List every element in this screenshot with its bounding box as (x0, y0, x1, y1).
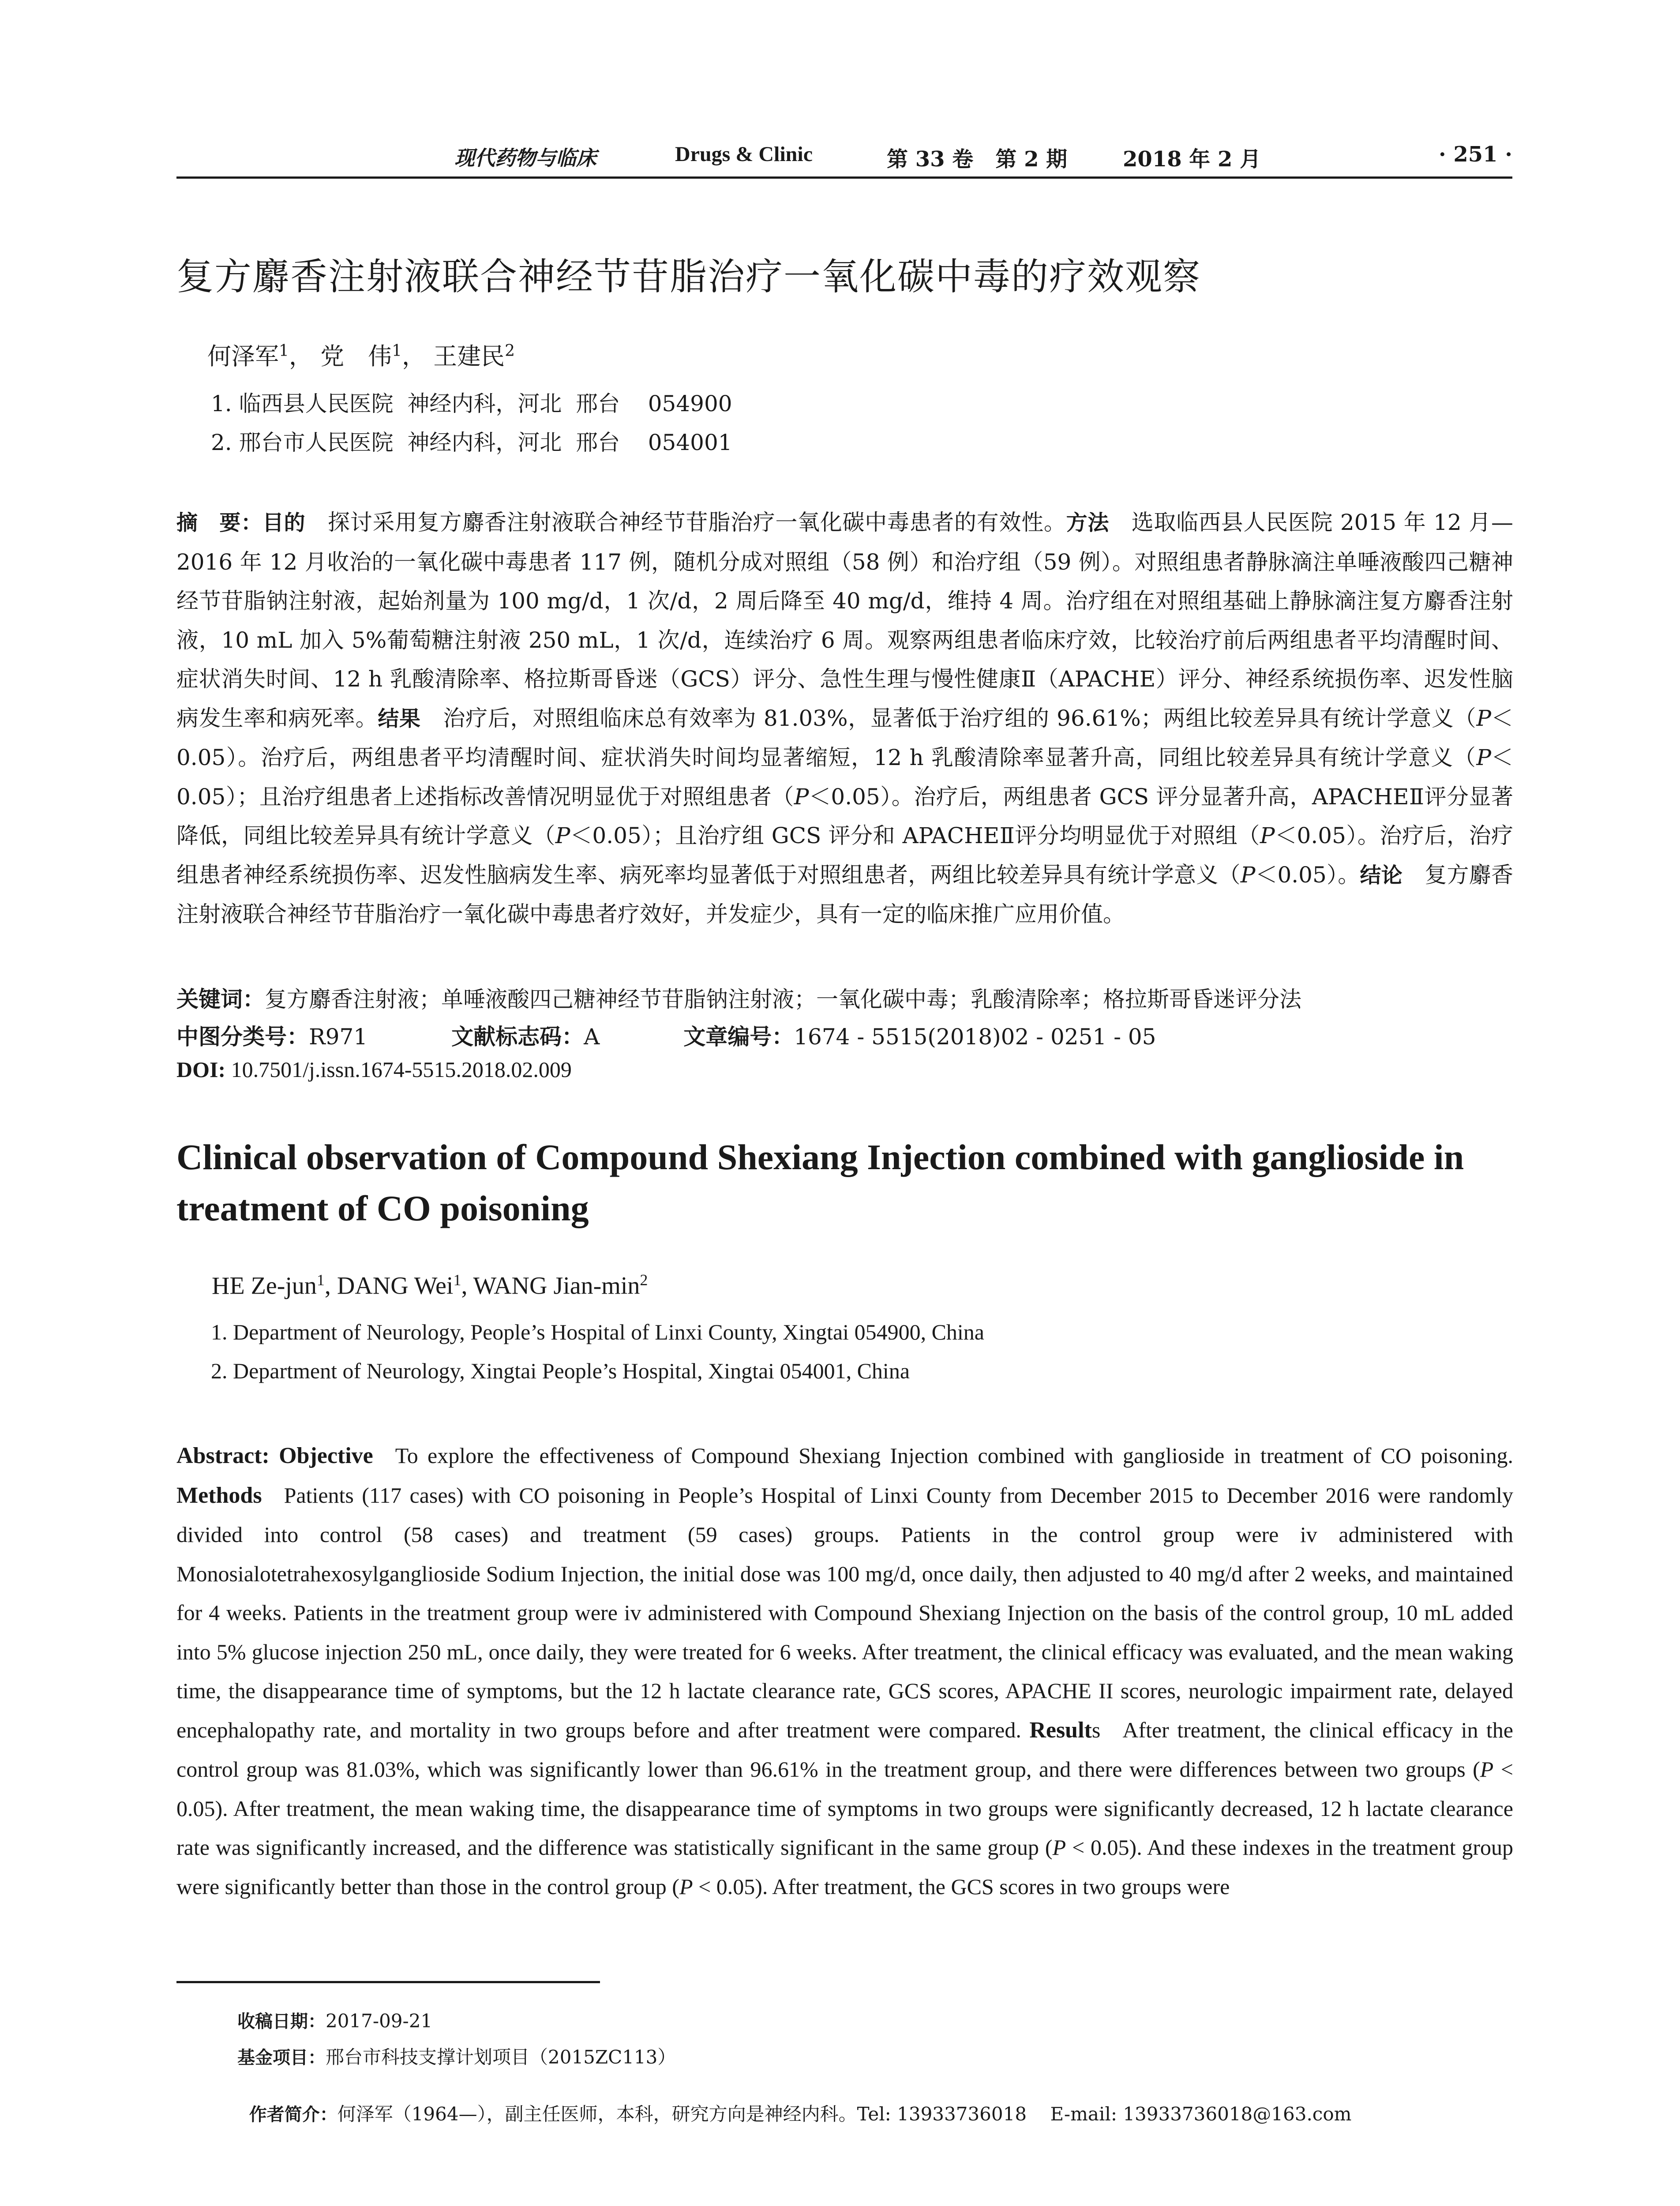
conclusion-label: 结论 (1360, 863, 1403, 888)
results-text: 治疗后，对照组临床总有效率为 81.03%，显著低于治疗组的 96.61%；两组比较差异具有统计学意义（ (442, 705, 1477, 731)
fund-label: 基金项目： (237, 2048, 326, 2068)
issue-date: 2018 年 2 月 (1123, 147, 1261, 172)
conclusion-text: 复方麝香注射液联合神经节苷脂治疗一氧化碳中毒患者疗效好，并发症少，具有一定的临床推广应用价值。 (176, 862, 1514, 927)
p-symbol: P (1480, 1757, 1494, 1782)
p-symbol: P (1240, 862, 1256, 888)
author-name: 何泽军 (207, 342, 279, 370)
doc-code-value: A (584, 1024, 600, 1050)
abstract-label: Abstract: (176, 1443, 270, 1468)
results-text: After treatment, the clinical efficacy in the control group was 81.03%, which was significantly lower than 96.61% in the treatment group, and there were differences between two groups ( (176, 1717, 1513, 1782)
results-text: ＜0.05）；且治疗组 GCS 评分和 APACHEⅡ评分均明显优于对照组（ (570, 823, 1260, 848)
affiliation-en: 1. Department of Neurology, People’s Hospital of Linxi County, Xingtai 054900, China (211, 1320, 985, 1344)
results-text: ＜0.05）；且治疗组患者上述指标改善情况明显优于对照组患者（ (176, 745, 1513, 810)
results-label-suffix: s (1091, 1717, 1101, 1742)
abstract-en (176, 1436, 1513, 1906)
author-name: 王建民 (433, 342, 505, 370)
author-separator: ， (289, 342, 313, 370)
clc-label: 中图分类号： (176, 1024, 309, 1050)
article-title-en: Clinical observation of Compound Shexiang Injection combined with ganglioside in treatment of CO poisoning (176, 1137, 1464, 1228)
author-name: DANG Wei (337, 1272, 454, 1300)
keywords-text: 复方麝香注射液；单唾液酸四己糖神经节苷脂钠注射液；一氧化碳中毒；乳酸清除率；格拉斯哥昏迷评分法 (265, 987, 1301, 1012)
author-affiliation-mark: 2 (640, 1271, 648, 1289)
volume-issue: 第 33 卷 第 2 期 (887, 147, 1068, 172)
results-text: ＜0.05）。治疗后，两组患者 GCS 评分显著升高，APACHEⅡ评分显著降低，同组比较差异具有统计学意义（ (176, 784, 1514, 848)
p-symbol: P (1260, 823, 1275, 848)
methods-label: Methods (176, 1482, 262, 1508)
results-label: 结果 (378, 706, 421, 731)
received-label: 收稿日期： (237, 2011, 326, 2032)
footnote-author (237, 2078, 1351, 2126)
page-number: · 251 · (1438, 142, 1512, 167)
journal-name-cn: 现代药物与临床 (454, 146, 596, 170)
affiliation-cn: 2. 邢台市人民医院 神经内科，河北 邢台 054001 (211, 430, 732, 455)
p-symbol: P (679, 1874, 693, 1899)
objective-label: 目的 (262, 510, 306, 535)
author-separator: ， (401, 342, 426, 370)
methods-label: 方法 (1066, 510, 1110, 535)
keywords-cn (176, 982, 1301, 1013)
results-label: Result (1029, 1717, 1092, 1743)
methods-text: Patients (117 cases) with CO poisoning in People’s Hospital of Linxi County from December 2015 to December 2016 were randomly divided into control (58 cases) and treatment (59 cases) groups. Patients in the control group were iv administered with Monosialotetrahexosylganglioside Sodium Injection, the initial dose was 100 mg/d, once daily, then adjusted to 40 mg/d after 2 weeks, and maintained for 4 weeks. Patients in the treatment group were iv administered with Compound Shexiang Injection on the basis of the control group, 10 mL added into 5% glucose injection 250 mL, once daily, they were treated for 6 weeks. After treatment, the clinical efficacy was evaluated, and the mean waking time, the disappearance time of symptoms, but the 12 h lactate clearance rate, GCS scores, APACHE II scores, neurologic impairment rate, delayed encephalopathy rate, and mortality in two groups before and after treatment were compared. (176, 1482, 1513, 1742)
p-symbol: P (555, 823, 570, 848)
p-symbol: P (794, 784, 809, 810)
p-symbol: P (1052, 1835, 1066, 1860)
author-separator: , (324, 1272, 337, 1300)
article-number-value: 1674 - 5515(2018)02 - 0251 - 05 (794, 1024, 1156, 1050)
author-affiliation-mark: 1 (316, 1271, 325, 1289)
received-date: 2017-09-21 (326, 2010, 433, 2032)
author-name: WANG Jian-min (473, 1272, 640, 1300)
objective-text: 探讨采用复方麝香注射液联合神经节苷脂治疗一氧化碳中毒患者的有效性。 (327, 510, 1066, 535)
affiliation-cn: 1. 临西县人民医院 神经内科，河北 邢台 054900 (211, 391, 732, 416)
abstract-label: 摘 要： (176, 510, 262, 535)
doi-line (176, 1057, 572, 1082)
author-name: HE Ze-jun (212, 1272, 317, 1300)
results-text: ＜0.05）。治疗后，治疗组患者神经系统损伤率、迟发性脑病发生率、病死率均显著低于对照组患者，两组比较差异具有统计学意义（ (176, 823, 1514, 888)
objective-label: Objective (279, 1443, 373, 1468)
results-text: < 0.05). After treatment, the mean waking time, the disappearance time of symptoms in two groups were significantly decreased, 12 h lactate clearance rate was significantly increased, and the difference was statistically significant in the same group ( (176, 1757, 1513, 1860)
author-list-cn (207, 338, 515, 371)
author-name: 党 伟 (320, 342, 392, 370)
author-bio-label: 作者简介： (249, 2105, 338, 2125)
author-separator: , (461, 1272, 473, 1300)
header-rule (176, 176, 1512, 179)
objective-text: To explore the effectiveness of Compound Shexiang Injection combined with ganglioside in treatment of CO poisoning. (395, 1443, 1514, 1468)
affiliation-en: 2. Department of Neurology, Xingtai People’s Hospital, Xingtai 054001, China (211, 1358, 910, 1383)
fund-value: 邢台市科技支撑计划项目（2015ZC113） (326, 2046, 676, 2068)
results-text: < 0.05). After treatment, the GCS scores in two groups were (693, 1874, 1230, 1899)
doi-label: DOI: (176, 1057, 226, 1082)
classification-line (176, 1019, 1156, 1051)
author-affiliation-mark: 1 (279, 342, 289, 360)
results-text: ＜0.05）。 (1255, 862, 1360, 888)
article-number-label: 文章编号： (683, 1024, 794, 1050)
p-symbol: P (1476, 705, 1491, 731)
results-text: < 0.05). And these indexes in the treatment group were significantly better than those in the control group ( (176, 1835, 1513, 1899)
author-affiliation-mark: 1 (453, 1271, 461, 1289)
results-text: ＜0.05）。治疗后，两组患者平均清醒时间、症状消失时间均显著缩短，12 h 乳酸清除率显著升高，同组比较差异具有统计学意义（ (176, 705, 1513, 770)
clc-value: R971 (309, 1024, 368, 1050)
journal-name-en: Drugs & Clinic (675, 143, 813, 166)
footnote-rule (176, 1981, 600, 1983)
author-list-en (212, 1271, 648, 1300)
abstract-cn (176, 503, 1513, 934)
p-symbol: P (1476, 745, 1491, 770)
doc-code-label: 文献标志码： (451, 1024, 584, 1050)
footnote-received (237, 2007, 432, 2033)
author-bio-value: 何泽军（1964—），副主任医师，本科，研究方向是神经内科。Tel: 13933736018 E-mail: 13933736018@163.com (337, 2103, 1352, 2125)
doi-value[interactable]: 10.7501/j.issn.1674-5515.2018.02.009 (225, 1057, 572, 1082)
article-title-cn: 复方麝香注射液联合神经节苷脂治疗一氧化碳中毒的疗效观察 (176, 255, 1201, 298)
methods-text: 选取临西县人民医院 2015 年 12 月—2016 年 12 月收治的一氧化碳中毒患者 117 例，随机分成对照组（58 例）和治疗组（59 例）。对照组患者静脉滴注单唾液酸四己糖神经节苷脂钠注射液，起始剂量为 100 mg/d，1 次/d，2 周后降至 40 mg/d，维持 4 周。治疗组在对照组基础上静脉滴注复方麝香注射液，10 mL 加入 5%葡萄糖注射液 250 mL，1 次/d，连续治疗 6 周。观察两组患者临床疗效，比较治疗前后两组患者平均清醒时间、症状消失时间、12 h 乳酸清除率、格拉斯哥昏迷（GCS）评分、急性生理与慢性健康Ⅱ（APACHE）评分、神经系统损伤率、迟发性脑病发生率和病死率。 (176, 510, 1513, 731)
keywords-label: 关键词： (176, 987, 265, 1012)
author-affiliation-mark: 1 (392, 342, 402, 360)
author-affiliation-mark: 2 (505, 342, 515, 360)
footnote-fund (237, 2043, 676, 2069)
